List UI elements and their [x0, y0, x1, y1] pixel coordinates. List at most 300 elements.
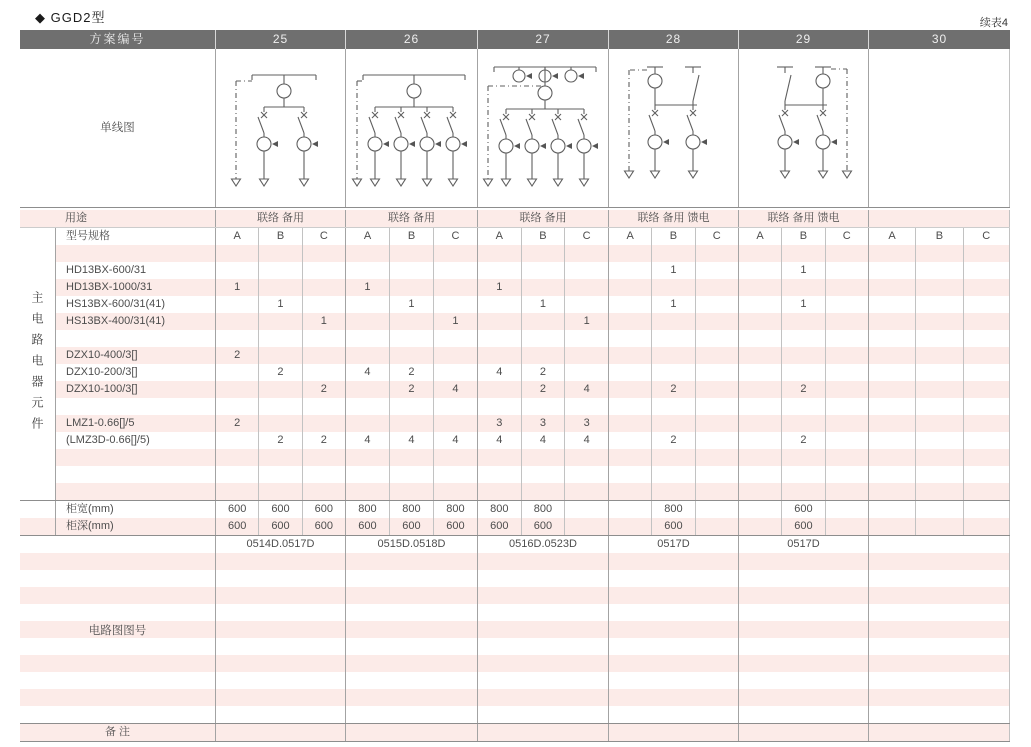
qty-cell-r15-27A [477, 483, 521, 500]
subcol-header-27A: A [477, 228, 521, 245]
qty-cell-r11-27A: 3 [477, 415, 521, 432]
qty-cell-r11-26C [433, 415, 477, 432]
drawing-blank-cell [345, 553, 477, 570]
drawing-number-cell-25: 0514D.0517D [215, 536, 345, 553]
notes-cell-29 [738, 724, 868, 741]
qty-cell-r2-30C [963, 262, 1010, 279]
qty-cell-r5-26A [345, 313, 389, 330]
qty-cell-r14-27A [477, 466, 521, 483]
drawing-blank-cell [215, 621, 345, 638]
side-vertical-label: 主电路电器元件 [20, 228, 55, 500]
qty-cell-r8-29A [738, 364, 781, 381]
qty-cell-r12-28A [608, 432, 651, 449]
drawing-blank-cell [345, 689, 477, 706]
depth-cell-26B: 600 [389, 518, 433, 535]
drawing-blank-cell [215, 553, 345, 570]
cabinet-width-label: 柜宽(mm) [55, 501, 215, 518]
qty-cell-r3-29A [738, 279, 781, 296]
qty-cell-r2-28A [608, 262, 651, 279]
qty-cell-r2-25C [302, 262, 345, 279]
qty-cell-r11-27B: 3 [521, 415, 565, 432]
qty-cell-r12-29A [738, 432, 781, 449]
header-scheme-25: 25 [215, 30, 345, 49]
width-cell-25B: 600 [258, 501, 301, 518]
qty-cell-r13-29A [738, 449, 781, 466]
qty-cell-r8-30B [915, 364, 962, 381]
qty-cell-r6-30C [963, 330, 1010, 347]
width-cell-30C [963, 501, 1010, 518]
qty-cell-r3-30A [868, 279, 915, 296]
qty-cell-r10-29B [781, 398, 824, 415]
qty-cell-r14-30B [915, 466, 962, 483]
qty-cell-r9-25B [258, 381, 301, 398]
usage-row [20, 210, 1010, 228]
single-line-diagram-27 [477, 49, 608, 207]
qty-cell-r2-30A [868, 262, 915, 279]
depth-cell-29A [738, 518, 781, 535]
component-label-r2: HD13BX-600/31 [55, 262, 215, 279]
cabinet-depth-label: 柜深(mm) [55, 518, 215, 535]
qty-cell-r12-25C: 2 [302, 432, 345, 449]
qty-cell-r8-28B [651, 364, 694, 381]
qty-cell-r5-27A [477, 313, 521, 330]
qty-cell-r8-28C [695, 364, 738, 381]
qty-cell-r2-25A [215, 262, 258, 279]
qty-cell-r7-27A [477, 347, 521, 364]
qty-cell-r4-27A [477, 296, 521, 313]
drawing-number-section [20, 536, 1010, 724]
qty-cell-r6-26A [345, 330, 389, 347]
qty-cell-r5-30B [915, 313, 962, 330]
qty-cell-r14-28A [608, 466, 651, 483]
qty-cell-r15-26B [389, 483, 433, 500]
drawing-blank-cell [738, 553, 868, 570]
qty-cell-r6-29B [781, 330, 824, 347]
qty-cell-r7-30A [868, 347, 915, 364]
drawing-blank-cell [868, 638, 1010, 655]
qty-cell-r4-25B: 1 [258, 296, 301, 313]
qty-cell-r6-28A [608, 330, 651, 347]
qty-cell-r9-26A [345, 381, 389, 398]
qty-cell-r4-29C [825, 296, 868, 313]
qty-cell-r3-25A: 1 [215, 279, 258, 296]
qty-cell-r15-29A [738, 483, 781, 500]
qty-cell-r4-26A [345, 296, 389, 313]
qty-cell-r2-26A [345, 262, 389, 279]
depth-cell-28A [608, 518, 651, 535]
qty-cell-r10-30B [915, 398, 962, 415]
notes-cell-26 [345, 724, 477, 741]
qty-cell-r10-27C [564, 398, 608, 415]
drawing-blank-cell [477, 672, 608, 689]
drawing-blank-cell [215, 655, 345, 672]
qty-cell-r2-28B: 1 [651, 262, 694, 279]
qty-cell-r12-29C [825, 432, 868, 449]
header-scheme-28: 28 [608, 30, 738, 49]
drawing-blank-cell [868, 672, 1010, 689]
qty-cell-r1-30B [915, 245, 962, 262]
drawing-blank-cell [608, 604, 738, 621]
qty-cell-r13-28C [695, 449, 738, 466]
header-scheme-30: 30 [868, 30, 1010, 49]
qty-cell-r15-29B [781, 483, 824, 500]
qty-cell-r5-27B [521, 313, 565, 330]
qty-cell-r11-26B [389, 415, 433, 432]
qty-cell-r7-26A [345, 347, 389, 364]
qty-cell-r8-30C [963, 364, 1010, 381]
qty-cell-r9-27A [477, 381, 521, 398]
drawing-blank-cell [477, 621, 608, 638]
drawing-blank-cell [215, 570, 345, 587]
qty-cell-r12-25A [215, 432, 258, 449]
component-label-r1 [55, 245, 215, 262]
table-row [20, 398, 1010, 415]
drawing-blank-cell [345, 638, 477, 655]
qty-cell-r15-27B [521, 483, 565, 500]
qty-cell-r7-28A [608, 347, 651, 364]
qty-cell-r7-26C [433, 347, 477, 364]
qty-cell-r2-29C [825, 262, 868, 279]
qty-cell-r7-29B [781, 347, 824, 364]
single-line-diagram-29 [738, 49, 868, 207]
drawing-blank-cell [868, 553, 1010, 570]
qty-cell-r15-28B [651, 483, 694, 500]
drawing-blank-cell [868, 706, 1010, 723]
qty-cell-r6-28C [695, 330, 738, 347]
component-label-r9: DZX10-100/3[] [55, 381, 215, 398]
component-label-r8: DZX10-200/3[] [55, 364, 215, 381]
qty-cell-r1-28A [608, 245, 651, 262]
qty-cell-r9-30B [915, 381, 962, 398]
table-row [20, 415, 1010, 432]
subcol-header-30B: B [915, 228, 962, 245]
subcol-header-29A: A [738, 228, 781, 245]
main-circuit-section [20, 228, 1010, 501]
qty-cell-r6-27C [564, 330, 608, 347]
width-cell-26C: 800 [433, 501, 477, 518]
drawing-blank-cell [345, 621, 477, 638]
qty-cell-r1-25C [302, 245, 345, 262]
qty-cell-r14-29B [781, 466, 824, 483]
qty-cell-r13-26B [389, 449, 433, 466]
drawing-number-cell-29: 0517D [738, 536, 868, 553]
qty-cell-r14-29C [825, 466, 868, 483]
qty-cell-r10-29A [738, 398, 781, 415]
depth-cell-30C [963, 518, 1010, 535]
subcol-header-27B: B [521, 228, 565, 245]
notes-cell-30 [868, 724, 1010, 741]
component-label-r5: HS13BX-400/31(41) [55, 313, 215, 330]
qty-cell-r11-25A: 2 [215, 415, 258, 432]
usage-cell-27: 联络 备用 [477, 210, 608, 227]
qty-cell-r9-29A [738, 381, 781, 398]
subcol-header-25A: A [215, 228, 258, 245]
qty-cell-r10-26A [345, 398, 389, 415]
notes-cell-25 [215, 724, 345, 741]
drawing-blank-cell [738, 570, 868, 587]
drawing-blank-cell [608, 587, 738, 604]
qty-cell-r6-27B [521, 330, 565, 347]
qty-cell-r12-30C [963, 432, 1010, 449]
qty-cell-r11-28A [608, 415, 651, 432]
qty-cell-r13-30C [963, 449, 1010, 466]
drawing-blank-cell [477, 689, 608, 706]
qty-cell-r10-25A [215, 398, 258, 415]
table-row [20, 245, 1010, 262]
drawing-blank-cell [738, 587, 868, 604]
qty-cell-r7-25C [302, 347, 345, 364]
component-label-r12: (LMZ3D-0.66[]/5) [55, 432, 215, 449]
qty-cell-r4-30B [915, 296, 962, 313]
qty-cell-r11-25C [302, 415, 345, 432]
qty-cell-r10-27A [477, 398, 521, 415]
qty-cell-r1-28B [651, 245, 694, 262]
qty-cell-r11-29A [738, 415, 781, 432]
drawing-blank-cell [477, 638, 608, 655]
component-label-r15 [55, 483, 215, 500]
qty-cell-r10-28C [695, 398, 738, 415]
width-cell-30B [915, 501, 962, 518]
qty-cell-r15-30C [963, 483, 1010, 500]
qty-cell-r15-30B [915, 483, 962, 500]
qty-cell-r13-25B [258, 449, 301, 466]
qty-cell-r3-26C [433, 279, 477, 296]
qty-cell-r11-30C [963, 415, 1010, 432]
qty-cell-r11-28C [695, 415, 738, 432]
drawing-blank-cell [608, 689, 738, 706]
qty-cell-r10-26C [433, 398, 477, 415]
qty-cell-r15-25A [215, 483, 258, 500]
scheme-25-single-line-svg [216, 53, 346, 203]
qty-cell-r4-28C [695, 296, 738, 313]
qty-cell-r1-26C [433, 245, 477, 262]
notes-label: 备 注 [20, 724, 215, 741]
qty-cell-r14-30C [963, 466, 1010, 483]
drawing-blank-cell [868, 587, 1010, 604]
qty-cell-r13-27C [564, 449, 608, 466]
qty-cell-r2-27A [477, 262, 521, 279]
depth-cell-28B: 600 [651, 518, 694, 535]
qty-cell-r1-29B [781, 245, 824, 262]
qty-cell-r8-26C [433, 364, 477, 381]
qty-cell-r11-29C [825, 415, 868, 432]
qty-cell-r4-30C [963, 296, 1010, 313]
drawing-blank-cell [738, 672, 868, 689]
drawing-blank-cell [868, 570, 1010, 587]
qty-cell-r7-27B [521, 347, 565, 364]
qty-cell-r8-25A [215, 364, 258, 381]
qty-cell-r13-25C [302, 449, 345, 466]
table-row [20, 296, 1010, 313]
table-header-row [20, 30, 1010, 49]
qty-cell-r12-27C: 4 [564, 432, 608, 449]
qty-cell-r13-30A [868, 449, 915, 466]
qty-cell-r12-28C [695, 432, 738, 449]
width-cell-26B: 800 [389, 501, 433, 518]
qty-cell-r15-27C [564, 483, 608, 500]
qty-cell-r4-25C [302, 296, 345, 313]
top-bar [0, 0, 1031, 30]
qty-cell-r8-26B: 2 [389, 364, 433, 381]
table-row [20, 432, 1010, 449]
diagram-row-label: 单线图 [20, 49, 215, 207]
qty-cell-r2-26B [389, 262, 433, 279]
depth-cell-25B: 600 [258, 518, 301, 535]
qty-cell-r14-26C [433, 466, 477, 483]
scheme-29-single-line-svg [739, 53, 869, 203]
qty-cell-r12-26A: 4 [345, 432, 389, 449]
drawing-blank-cell [215, 672, 345, 689]
qty-cell-r15-26C [433, 483, 477, 500]
single-line-diagram-25 [215, 49, 345, 207]
drawing-blank-cell [738, 621, 868, 638]
qty-cell-r8-30A [868, 364, 915, 381]
drawing-blank-cell [608, 638, 738, 655]
qty-cell-r1-27B [521, 245, 565, 262]
qty-cell-r5-29B [781, 313, 824, 330]
table-row [20, 381, 1010, 398]
table-row [20, 228, 1010, 245]
qty-cell-r7-27C [564, 347, 608, 364]
qty-cell-r6-27A [477, 330, 521, 347]
qty-cell-r11-27C: 3 [564, 415, 608, 432]
qty-cell-r3-27A: 1 [477, 279, 521, 296]
qty-cell-r10-28A [608, 398, 651, 415]
qty-cell-r5-30C [963, 313, 1010, 330]
drawing-blank-cell [477, 655, 608, 672]
table-row [20, 347, 1010, 364]
drawing-number-cell-26: 0515D.0518D [345, 536, 477, 553]
qty-cell-r3-25B [258, 279, 301, 296]
qty-cell-r15-25B [258, 483, 301, 500]
qty-cell-r5-25C: 1 [302, 313, 345, 330]
qty-cell-r5-25B [258, 313, 301, 330]
qty-cell-r7-28B [651, 347, 694, 364]
usage-cell-25: 联络 备用 [215, 210, 345, 227]
component-label-r6 [55, 330, 215, 347]
usage-row-label: 用途 [20, 210, 215, 227]
component-label-r7: DZX10-400/3[] [55, 347, 215, 364]
depth-cell-29B: 600 [781, 518, 824, 535]
qty-cell-r12-30B [915, 432, 962, 449]
qty-cell-r6-29A [738, 330, 781, 347]
qty-cell-r1-30C [963, 245, 1010, 262]
qty-cell-r1-27A [477, 245, 521, 262]
scheme-27-single-line-svg [478, 53, 608, 203]
qty-cell-r11-29B [781, 415, 824, 432]
usage-cell-30 [868, 210, 1010, 227]
qty-cell-r6-29C [825, 330, 868, 347]
header-scheme-27: 27 [477, 30, 608, 49]
qty-cell-r5-27C: 1 [564, 313, 608, 330]
qty-cell-r15-25C [302, 483, 345, 500]
table-row [20, 449, 1010, 466]
qty-cell-r14-29A [738, 466, 781, 483]
usage-cell-29: 联络 备用 馈电 [738, 210, 868, 227]
qty-cell-r11-25B [258, 415, 301, 432]
qty-cell-r8-27B: 2 [521, 364, 565, 381]
qty-cell-r9-28A [608, 381, 651, 398]
width-cell-29A [738, 501, 781, 518]
drawing-blank-cell [738, 655, 868, 672]
diagram-row [20, 49, 1010, 208]
drawing-blank-cell [738, 706, 868, 723]
qty-cell-r15-28A [608, 483, 651, 500]
qty-cell-r10-30C [963, 398, 1010, 415]
qty-cell-r10-25B [258, 398, 301, 415]
qty-cell-r8-27C [564, 364, 608, 381]
page-title: ◆ GGD2型 [35, 10, 106, 25]
drawing-blank-cell [215, 604, 345, 621]
scheme-28-single-line-svg [609, 53, 739, 203]
qty-cell-r3-29C [825, 279, 868, 296]
component-label-r10 [55, 398, 215, 415]
qty-cell-r14-26B [389, 466, 433, 483]
header-scheme-label: 方案编号 [20, 30, 215, 49]
drawing-blank-cell [215, 706, 345, 723]
qty-cell-r10-27B [521, 398, 565, 415]
qty-cell-r9-27B: 2 [521, 381, 565, 398]
qty-cell-r8-28A [608, 364, 651, 381]
component-label-r11: LMZ1-0.66[]/5 [55, 415, 215, 432]
qty-cell-r4-29A [738, 296, 781, 313]
qty-cell-r11-28B [651, 415, 694, 432]
depth-cell-27A: 600 [477, 518, 521, 535]
qty-cell-r4-26C [433, 296, 477, 313]
qty-cell-r9-29B: 2 [781, 381, 824, 398]
qty-cell-r7-29C [825, 347, 868, 364]
qty-cell-r1-26A [345, 245, 389, 262]
qty-cell-r4-25A [215, 296, 258, 313]
qty-cell-r6-30A [868, 330, 915, 347]
qty-cell-r5-26B [389, 313, 433, 330]
qty-cell-r5-29A [738, 313, 781, 330]
subcol-header-27C: C [564, 228, 608, 245]
qty-cell-r3-28B [651, 279, 694, 296]
depth-cell-26C: 600 [433, 518, 477, 535]
single-line-diagram-30 [868, 49, 1010, 207]
qty-cell-r3-25C [302, 279, 345, 296]
drawing-blank-cell [738, 689, 868, 706]
qty-cell-r4-30A [868, 296, 915, 313]
qty-cell-r5-28B [651, 313, 694, 330]
qty-cell-r2-25B [258, 262, 301, 279]
qty-cell-r3-28C [695, 279, 738, 296]
qty-cell-r9-29C [825, 381, 868, 398]
qty-cell-r14-25C [302, 466, 345, 483]
drawing-blank-cell [608, 570, 738, 587]
qty-cell-r12-27B: 4 [521, 432, 565, 449]
drawing-number-label: 电路图图号 [88, 624, 147, 637]
notes-cell-28 [608, 724, 738, 741]
qty-cell-r11-30B [915, 415, 962, 432]
qty-cell-r4-28B: 1 [651, 296, 694, 313]
table-row [20, 518, 1010, 536]
qty-cell-r7-29A [738, 347, 781, 364]
drawing-blank-cell [477, 570, 608, 587]
width-cell-28C [695, 501, 738, 518]
qty-cell-r13-29B [781, 449, 824, 466]
qty-cell-r13-27B [521, 449, 565, 466]
depth-cell-28C [695, 518, 738, 535]
qty-cell-r15-26A [345, 483, 389, 500]
qty-cell-r8-25C [302, 364, 345, 381]
header-scheme-26: 26 [345, 30, 477, 49]
qty-cell-r13-27A [477, 449, 521, 466]
depth-cell-30A [868, 518, 915, 535]
depth-cell-30B [915, 518, 962, 535]
subcol-header-29B: B [781, 228, 824, 245]
